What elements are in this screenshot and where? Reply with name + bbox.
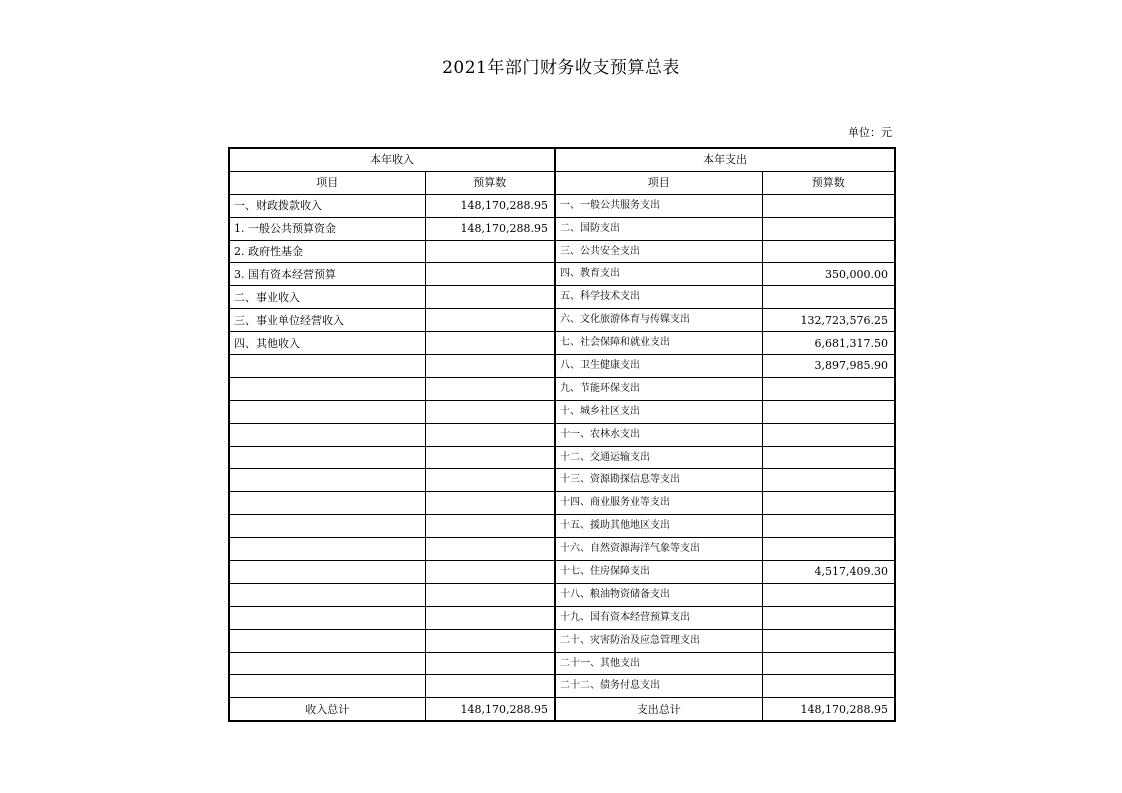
- table-row: [229, 606, 895, 629]
- income-item-cell: [229, 515, 425, 538]
- expense-item-cell: 三、公共安全支出: [555, 240, 762, 263]
- table-row: [229, 423, 895, 446]
- expense-amount-cell: 3,897,985.90: [762, 355, 895, 378]
- income-amount-cell: [425, 561, 555, 584]
- expense-amount-cell: [762, 629, 895, 652]
- income-item-cell: 2. 政府性基金: [229, 240, 425, 263]
- income-total-label: 收入总计: [229, 698, 425, 721]
- expense-item-cell: 十九、国有资本经营预算支出: [555, 606, 762, 629]
- expense-amount-cell: [762, 240, 895, 263]
- totals-row: [229, 698, 895, 721]
- income-item-cell: [229, 355, 425, 378]
- expense-item-cell: 一、一般公共服务支出: [555, 194, 762, 217]
- income-item-cell: [229, 606, 425, 629]
- income-amount-cell: [425, 400, 555, 423]
- expense-item-cell: 十三、资源勘探信息等支出: [555, 469, 762, 492]
- income-amount-cell: [425, 606, 555, 629]
- group-header-row: [229, 148, 895, 171]
- expense-amount-cell: [762, 492, 895, 515]
- income-amount-cell: [425, 309, 555, 332]
- income-amount-cell: [425, 423, 555, 446]
- income-amount-cell: [425, 355, 555, 378]
- table-row: [229, 561, 895, 584]
- table-row: [229, 194, 895, 217]
- expense-amount-cell: [762, 606, 895, 629]
- expense-amount-cell: [762, 652, 895, 675]
- table-row: [229, 446, 895, 469]
- expense-amount-cell: [762, 194, 895, 217]
- income-item-cell: [229, 675, 425, 698]
- income-item-cell: [229, 377, 425, 400]
- table-row: [229, 538, 895, 561]
- expense-item-cell: 十四、商业服务业等支出: [555, 492, 762, 515]
- expense-item-cell: 四、教育支出: [555, 263, 762, 286]
- table-row: [229, 309, 895, 332]
- expense-amount-cell: [762, 583, 895, 606]
- expense-item-cell: 十二、交通运输支出: [555, 446, 762, 469]
- expense-amount-cell: [762, 538, 895, 561]
- income-item-cell: 3. 国有资本经营预算: [229, 263, 425, 286]
- income-amount-cell: [425, 263, 555, 286]
- income-item-cell: 1. 一般公共预算资金: [229, 217, 425, 240]
- income-item-cell: [229, 492, 425, 515]
- income-amount-header: 预算数: [425, 171, 555, 194]
- income-item-cell: [229, 652, 425, 675]
- table-row: [229, 217, 895, 240]
- expense-amount-cell: 350,000.00: [762, 263, 895, 286]
- table-row: [229, 515, 895, 538]
- income-item-cell: 二、事业收入: [229, 286, 425, 309]
- expense-amount-cell: [762, 217, 895, 240]
- income-item-cell: [229, 583, 425, 606]
- income-amount-cell: [425, 583, 555, 606]
- expense-item-cell: 二十一、其他支出: [555, 652, 762, 675]
- income-amount-cell: [425, 446, 555, 469]
- expense-amount-cell: [762, 469, 895, 492]
- income-amount-cell: [425, 240, 555, 263]
- table-row: [229, 355, 895, 378]
- income-amount-cell: [425, 675, 555, 698]
- income-item-cell: 一、财政拨款收入: [229, 194, 425, 217]
- income-amount-cell: [425, 652, 555, 675]
- income-amount-cell: [425, 629, 555, 652]
- income-item-cell: [229, 446, 425, 469]
- expense-item-cell: 八、卫生健康支出: [555, 355, 762, 378]
- income-item-cell: 三、事业单位经营收入: [229, 309, 425, 332]
- expense-amount-cell: [762, 423, 895, 446]
- expense-item-cell: 十八、粮油物资储备支出: [555, 583, 762, 606]
- table-row: [229, 263, 895, 286]
- income-item-cell: [229, 469, 425, 492]
- expense-amount-cell: [762, 286, 895, 309]
- expense-item-cell: 六、文化旅游体育与传媒支出: [555, 309, 762, 332]
- income-amount-cell: [425, 469, 555, 492]
- table-row: [229, 332, 895, 355]
- expense-amount-header: 预算数: [762, 171, 895, 194]
- page-title: 2021年部门财务收支预算总表: [442, 58, 680, 78]
- budget-table: [228, 147, 896, 722]
- table-row: [229, 377, 895, 400]
- income-item-cell: 四、其他收入: [229, 332, 425, 355]
- expense-item-cell: 七、社会保障和就业支出: [555, 332, 762, 355]
- column-header-row: [229, 171, 895, 194]
- income-item-header: 项目: [229, 171, 425, 194]
- table-row: [229, 286, 895, 309]
- income-amount-cell: [425, 515, 555, 538]
- expense-item-cell: 二、国防支出: [555, 217, 762, 240]
- income-amount-cell: [425, 377, 555, 400]
- expense-amount-cell: [762, 446, 895, 469]
- income-group-header: 本年收入: [229, 148, 555, 171]
- income-total-amount: 148,170,288.95: [425, 698, 555, 721]
- table-row: [229, 469, 895, 492]
- expense-amount-cell: 132,723,576.25: [762, 309, 895, 332]
- income-item-cell: [229, 538, 425, 561]
- table-row: [229, 492, 895, 515]
- income-amount-cell: [425, 332, 555, 355]
- unit-label: 单位：元: [848, 126, 892, 139]
- expense-item-cell: 十、城乡社区支出: [555, 400, 762, 423]
- expense-item-cell: 九、节能环保支出: [555, 377, 762, 400]
- expense-item-cell: 十六、自然资源海洋气象等支出: [555, 538, 762, 561]
- expense-item-cell: 十一、农林水支出: [555, 423, 762, 446]
- expense-item-cell: 十七、住房保障支出: [555, 561, 762, 584]
- expense-amount-cell: [762, 675, 895, 698]
- income-amount-cell: [425, 538, 555, 561]
- expense-amount-cell: [762, 400, 895, 423]
- expense-amount-cell: 4,517,409.30: [762, 561, 895, 584]
- table-row: [229, 400, 895, 423]
- expense-item-cell: 十五、援助其他地区支出: [555, 515, 762, 538]
- expense-amount-cell: [762, 377, 895, 400]
- expense-item-header: 项目: [555, 171, 762, 194]
- expense-total-amount: 148,170,288.95: [762, 698, 895, 721]
- income-item-cell: [229, 400, 425, 423]
- expense-item-cell: 二十、灾害防治及应急管理支出: [555, 629, 762, 652]
- expense-amount-cell: 6,681,317.50: [762, 332, 895, 355]
- expense-total-label: 支出总计: [555, 698, 762, 721]
- table-row: [229, 240, 895, 263]
- expense-group-header: 本年支出: [555, 148, 895, 171]
- income-item-cell: [229, 561, 425, 584]
- table-row: [229, 629, 895, 652]
- table-row: [229, 652, 895, 675]
- expense-item-cell: 五、科学技术支出: [555, 286, 762, 309]
- income-item-cell: [229, 423, 425, 446]
- income-amount-cell: 148,170,288.95: [425, 194, 555, 217]
- income-amount-cell: [425, 286, 555, 309]
- table-row: [229, 583, 895, 606]
- expense-item-cell: 二十二、债务付息支出: [555, 675, 762, 698]
- table-row: [229, 675, 895, 698]
- income-amount-cell: [425, 492, 555, 515]
- expense-amount-cell: [762, 515, 895, 538]
- income-amount-cell: 148,170,288.95: [425, 217, 555, 240]
- income-item-cell: [229, 629, 425, 652]
